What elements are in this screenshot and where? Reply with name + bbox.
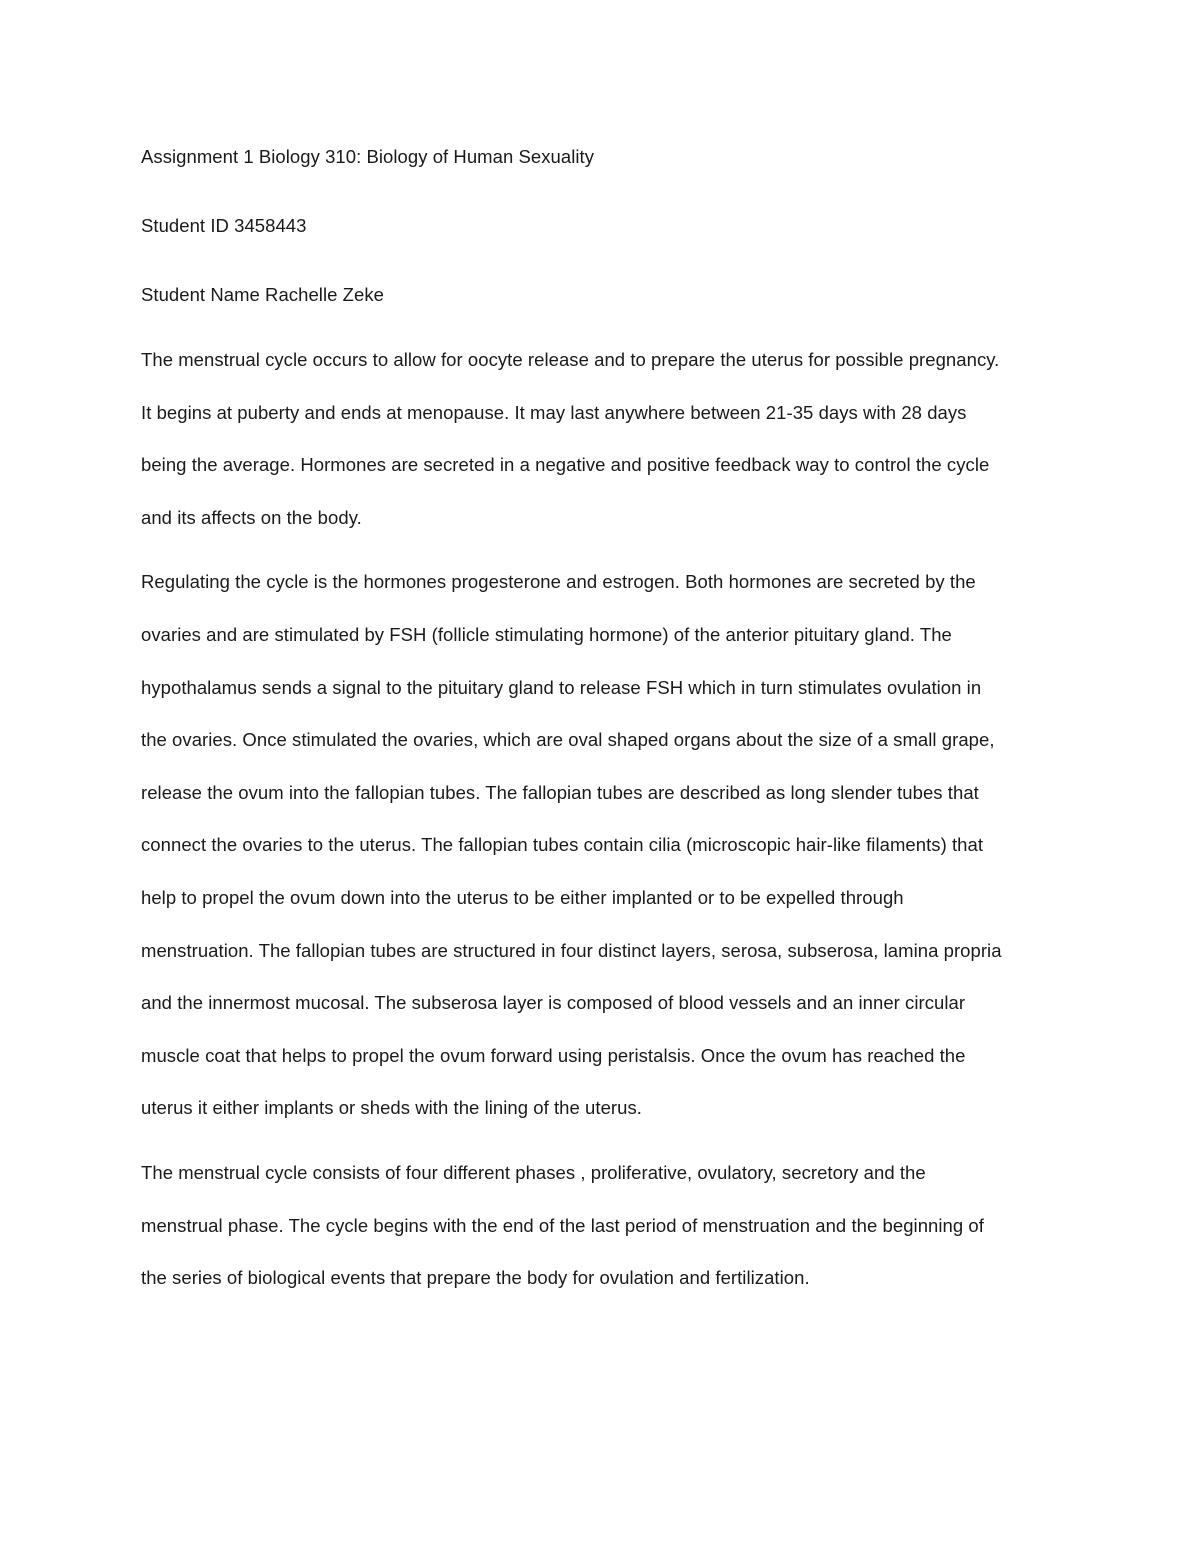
paragraph-line: The menstrual cycle occurs to allow for oocyte release and to prepare the uterus for possible pregnancy.	[141, 349, 1000, 370]
paragraph-line: ovaries and are stimulated by FSH (follicle stimulating hormone) of the anterior pituitary gland. The	[141, 623, 952, 645]
paragraph-line: help to propel the ovum down into the uterus to be either implanted or to be expelled through	[141, 886, 904, 908]
paragraph-1	[141, 334, 1071, 544]
paragraph-line: release the ovum into the fallopian tubes. The fallopian tubes are described as long slender tubes that	[141, 781, 979, 803]
paragraph-line: hypothalamus sends a signal to the pituitary gland to release FSH which in turn stimulates ovulation in	[141, 676, 982, 698]
paragraph-line: the ovaries. Once stimulated the ovaries, which are oval shaped organs about the size of a small grape,	[141, 729, 995, 751]
paragraph-line: being the average. Hormones are secreted in a negative and positive feedback way to control the cycle	[141, 454, 990, 476]
student-name: Student Name Rachelle Zeke	[141, 284, 384, 305]
paragraph-line: and the innermost mucosal. The subserosa layer is composed of blood vessels and an inner circular	[141, 992, 966, 1014]
paragraph-line: menstruation. The fallopian tubes are structured in four distinct layers, serosa, subserosa, lamina propria	[141, 939, 1002, 961]
paragraph-line: The menstrual cycle consists of four different phases , proliferative, ovulatory, secretory and the	[141, 1161, 926, 1183]
paragraph-line: Regulating the cycle is the hormones progesterone and estrogen. Both hormones are secreted by the	[141, 571, 976, 593]
paragraph-line: uterus it either implants or sheds with the lining of the uterus.	[141, 1097, 642, 1119]
student-id: Student ID 3458443	[141, 215, 307, 236]
paragraph-line: the series of biological events that prepare the body for ovulation and fertilization.	[141, 1267, 810, 1289]
document-body	[141, 139, 1071, 1305]
assignment-title: Assignment 1 Biology 310: Biology of Human Sexuality	[141, 146, 595, 167]
paragraph-line: It begins at puberty and ends at menopause. It may last anywhere between 21-35 days with 28 days	[141, 401, 967, 423]
paragraph-line: and its affects on the body.	[141, 506, 362, 528]
paragraph-2	[141, 556, 1071, 1135]
paragraph-line: muscle coat that helps to propel the ovum forward using peristalsis. Once the ovum has reached the	[141, 1044, 966, 1066]
paragraph-line: menstrual phase. The cycle begins with the end of the last period of menstruation and the beginning of	[141, 1214, 984, 1236]
paragraph-3	[141, 1147, 1071, 1305]
paragraph-line: connect the ovaries to the uterus. The fallopian tubes contain cilia (microscopic hair-like filaments) that	[141, 834, 984, 856]
paragraph-spacer	[141, 544, 1071, 556]
paragraph-spacer	[141, 1135, 1071, 1147]
